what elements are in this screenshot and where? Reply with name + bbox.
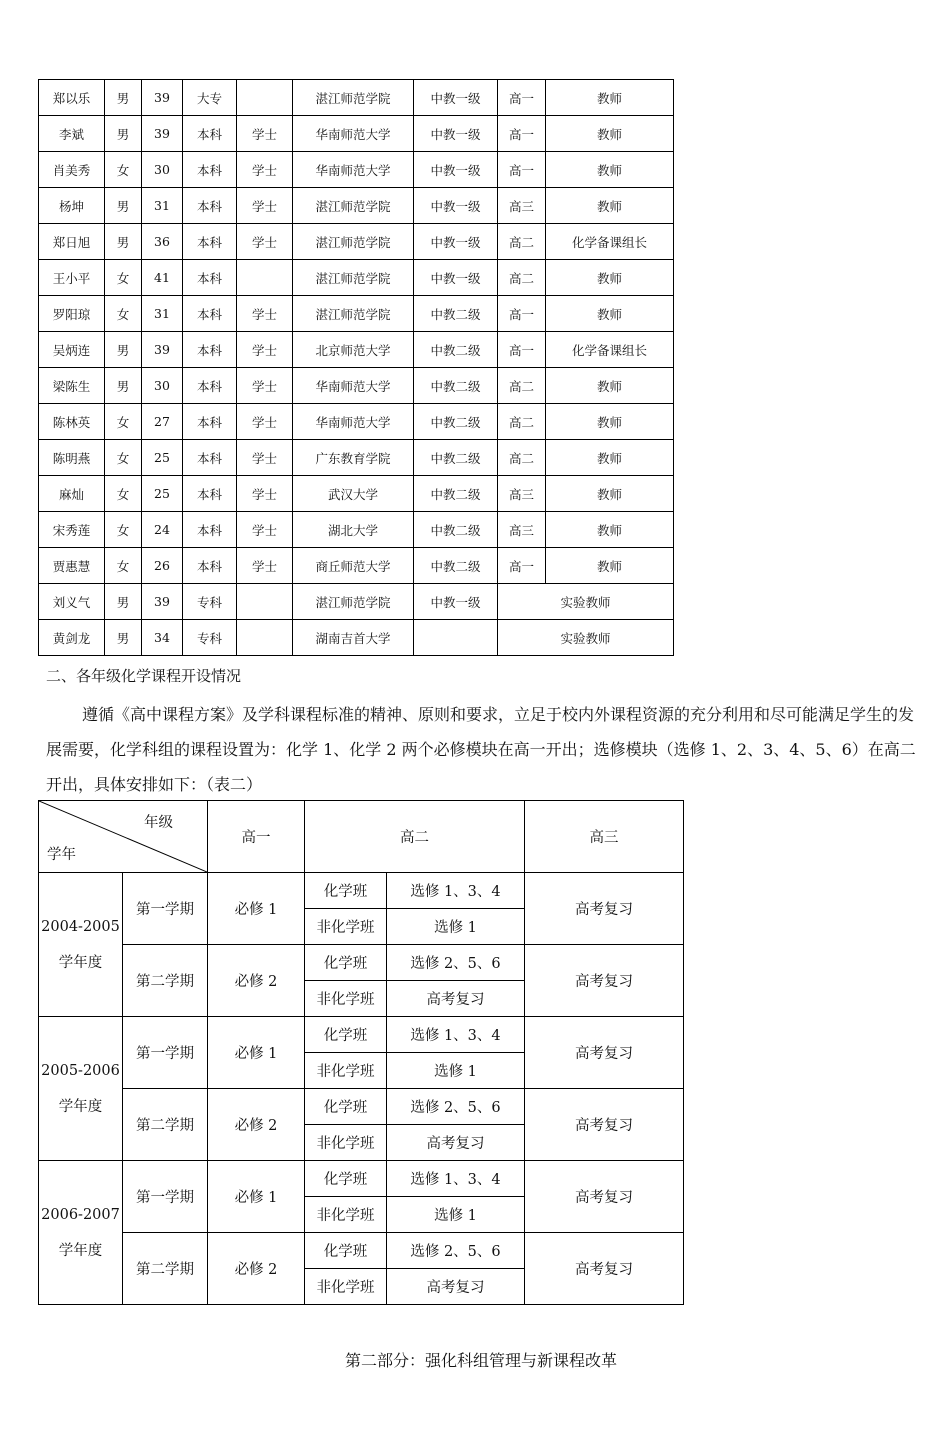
class-type-cell: 非化学班 [305, 1125, 387, 1161]
cell-position: 实验教师 [498, 620, 674, 656]
cell-position: 教师 [546, 116, 674, 152]
cell-age: 25 [142, 440, 183, 476]
grade2-course-cell: 选修 1 [387, 1053, 525, 1089]
cell-title: 中教一级 [414, 584, 498, 620]
cell-grade: 高二 [498, 404, 546, 440]
cell-graduated-school: 湖北大学 [293, 512, 414, 548]
cell-gender: 女 [105, 440, 142, 476]
table-row [39, 1089, 684, 1125]
grade2-course-cell: 选修 1 [387, 909, 525, 945]
cell-position: 教师 [546, 188, 674, 224]
cell-position: 教师 [546, 476, 674, 512]
cell-grade: 高二 [498, 260, 546, 296]
cell-degree: 学士 [237, 296, 293, 332]
cell-education: 本科 [183, 512, 237, 548]
cell-grade: 高一 [498, 116, 546, 152]
cell-position: 教师 [546, 548, 674, 584]
cell-age: 26 [142, 548, 183, 584]
table-row [39, 584, 674, 620]
table-row [39, 224, 674, 260]
cell-age: 39 [142, 80, 183, 116]
cell-education: 本科 [183, 260, 237, 296]
grade3-course-cell: 高考复习 [525, 945, 684, 1017]
cell-education: 本科 [183, 368, 237, 404]
semester-cell: 第一学期 [123, 1017, 208, 1089]
cell-title: 中教二级 [414, 404, 498, 440]
cell-education: 本科 [183, 476, 237, 512]
cell-education: 本科 [183, 224, 237, 260]
semester-cell: 第二学期 [123, 1089, 208, 1161]
cell-graduated-school: 华南师范大学 [293, 116, 414, 152]
cell-education: 大专 [183, 80, 237, 116]
semester-cell: 第二学期 [123, 945, 208, 1017]
cell-position: 化学备课组长 [546, 332, 674, 368]
grade2-course-cell: 选修 1 [387, 1197, 525, 1233]
table-row [39, 620, 674, 656]
class-type-cell: 非化学班 [305, 1053, 387, 1089]
cell-graduated-school: 商丘师范大学 [293, 548, 414, 584]
cell-grade: 高二 [498, 224, 546, 260]
cell-graduated-school: 湛江师范学院 [293, 224, 414, 260]
cell-title: 中教二级 [414, 548, 498, 584]
cell-graduated-school: 湛江师范学院 [293, 296, 414, 332]
table-row [39, 1017, 684, 1053]
table-row [39, 440, 674, 476]
cell-title: 中教二级 [414, 296, 498, 332]
cell-degree [237, 584, 293, 620]
cell-name: 罗阳琼 [39, 296, 105, 332]
part-two-heading: 第二部分：强化科组管理与新课程改革 [344, 1351, 617, 1370]
cell-graduated-school: 湛江师范学院 [293, 584, 414, 620]
cell-name: 梁陈生 [39, 368, 105, 404]
cell-gender: 男 [105, 188, 142, 224]
cell-title: 中教二级 [414, 368, 498, 404]
table-row [39, 332, 674, 368]
academic-year-cell [39, 1161, 123, 1305]
cell-education: 本科 [183, 548, 237, 584]
cell-title [414, 620, 498, 656]
grade1-course-cell: 必修 1 [208, 1161, 305, 1233]
cell-position: 教师 [546, 404, 674, 440]
cell-grade: 高二 [498, 368, 546, 404]
cell-degree: 学士 [237, 512, 293, 548]
cell-degree [237, 80, 293, 116]
semester-cell: 第一学期 [123, 1161, 208, 1233]
academic-year-cell [39, 873, 123, 1017]
cell-gender: 男 [105, 116, 142, 152]
cell-age: 41 [142, 260, 183, 296]
cell-name: 陈明燕 [39, 440, 105, 476]
academic-year-cell [39, 1017, 123, 1161]
cell-graduated-school: 华南师范大学 [293, 368, 414, 404]
cell-education: 本科 [183, 188, 237, 224]
cell-education: 本科 [183, 332, 237, 368]
cell-degree: 学士 [237, 404, 293, 440]
table-row [39, 368, 674, 404]
intro-paragraph: 遵循《高中课程方案》及学科课程标准的精神、原则和要求，立足于校内外课程资源的充分利用和尽可能满足学生的发展需要，化学科组的课程设置为：化学 1、化学 2 两个必修模块在高一开出；选修模块（选修 1、2、3、4、5、6）在高二开出，具体安排如下：（表二） [46, 705, 916, 794]
cell-title: 中教一级 [414, 80, 498, 116]
cell-graduated-school: 湛江师范学院 [293, 188, 414, 224]
academic-year-suffix: 学年度 [58, 1242, 103, 1259]
grade1-course-cell: 必修 1 [208, 1017, 305, 1089]
grade3-course-cell: 高考复习 [525, 873, 684, 945]
class-type-cell: 化学班 [305, 873, 387, 909]
table-row [39, 1161, 684, 1197]
cell-grade: 高一 [498, 152, 546, 188]
cell-grade: 高一 [498, 548, 546, 584]
grade1-course-cell: 必修 2 [208, 945, 305, 1017]
academic-year-range: 2005-2006 [41, 1062, 120, 1079]
cell-degree: 学士 [237, 152, 293, 188]
grade1-course-cell: 必修 1 [208, 873, 305, 945]
grade3-course-cell: 高考复习 [525, 1089, 684, 1161]
cell-title: 中教一级 [414, 260, 498, 296]
cell-degree: 学士 [237, 368, 293, 404]
cell-age: 36 [142, 224, 183, 260]
cell-title: 中教一级 [414, 224, 498, 260]
cell-name: 杨坤 [39, 188, 105, 224]
cell-education: 本科 [183, 296, 237, 332]
cell-gender: 女 [105, 404, 142, 440]
semester-cell: 第二学期 [123, 1233, 208, 1305]
class-type-cell: 非化学班 [305, 1269, 387, 1305]
table-row [39, 476, 674, 512]
cell-degree [237, 620, 293, 656]
grade-header: 高三 [525, 801, 684, 873]
table-row [39, 404, 674, 440]
table-row [39, 548, 674, 584]
cell-age: 30 [142, 368, 183, 404]
cell-gender: 男 [105, 584, 142, 620]
cell-grade: 高一 [498, 332, 546, 368]
cell-graduated-school: 华南师范大学 [293, 152, 414, 188]
cell-title: 中教二级 [414, 332, 498, 368]
cell-name: 贾惠慧 [39, 548, 105, 584]
cell-gender: 男 [105, 224, 142, 260]
cell-degree: 学士 [237, 476, 293, 512]
cell-education: 专科 [183, 620, 237, 656]
cell-position: 教师 [546, 260, 674, 296]
cell-gender: 男 [105, 80, 142, 116]
section-heading: 二、各年级化学课程开设情况 [46, 667, 242, 685]
cell-name: 麻灿 [39, 476, 105, 512]
cell-name: 吴炳连 [39, 332, 105, 368]
cell-age: 25 [142, 476, 183, 512]
cell-title: 中教二级 [414, 512, 498, 548]
academic-year-suffix: 学年度 [58, 954, 103, 971]
cell-age: 39 [142, 116, 183, 152]
grade2-course-cell: 选修 2、5、6 [387, 945, 525, 981]
cell-graduated-school: 武汉大学 [293, 476, 414, 512]
cell-degree [237, 260, 293, 296]
cell-position: 实验教师 [498, 584, 674, 620]
grade1-course-cell: 必修 2 [208, 1233, 305, 1305]
cell-grade: 高一 [498, 80, 546, 116]
cell-grade: 高三 [498, 512, 546, 548]
grade2-course-cell: 高考复习 [387, 1269, 525, 1305]
cell-name: 陈林英 [39, 404, 105, 440]
cell-degree: 学士 [237, 116, 293, 152]
cell-degree: 学士 [237, 548, 293, 584]
class-type-cell: 化学班 [305, 1017, 387, 1053]
cell-gender: 女 [105, 296, 142, 332]
cell-degree: 学士 [237, 188, 293, 224]
class-type-cell: 化学班 [305, 945, 387, 981]
cell-age: 27 [142, 404, 183, 440]
grade2-course-cell: 高考复习 [387, 981, 525, 1017]
cell-grade: 高二 [498, 440, 546, 476]
table-row [39, 188, 674, 224]
semester-cell: 第一学期 [123, 873, 208, 945]
cell-name: 宋秀莲 [39, 512, 105, 548]
grade3-course-cell: 高考复习 [525, 1233, 684, 1305]
cell-age: 39 [142, 332, 183, 368]
grade-header: 高一 [208, 801, 305, 873]
table-row [39, 260, 674, 296]
cell-graduated-school: 广东教育学院 [293, 440, 414, 476]
cell-title: 中教二级 [414, 440, 498, 476]
academic-year-range: 2006-2007 [41, 1206, 120, 1223]
class-type-cell: 化学班 [305, 1089, 387, 1125]
cell-grade: 高三 [498, 188, 546, 224]
cell-name: 王小平 [39, 260, 105, 296]
table-row [39, 512, 674, 548]
grade2-course-cell: 高考复习 [387, 1125, 525, 1161]
cell-degree: 学士 [237, 440, 293, 476]
class-type-cell: 化学班 [305, 1161, 387, 1197]
class-type-cell: 非化学班 [305, 981, 387, 1017]
class-type-cell: 化学班 [305, 1233, 387, 1269]
class-type-cell: 非化学班 [305, 1197, 387, 1233]
cell-title: 中教一级 [414, 116, 498, 152]
cell-gender: 女 [105, 548, 142, 584]
grade3-course-cell: 高考复习 [525, 1017, 684, 1089]
cell-position: 教师 [546, 80, 674, 116]
cell-age: 31 [142, 188, 183, 224]
cell-graduated-school: 北京师范大学 [293, 332, 414, 368]
table-row [39, 116, 674, 152]
diagonal-header-cell [39, 801, 208, 873]
table-row [39, 873, 684, 909]
grade2-course-cell: 选修 2、5、6 [387, 1089, 525, 1125]
cell-position: 教师 [546, 512, 674, 548]
cell-graduated-school: 湛江师范学院 [293, 80, 414, 116]
grade-header: 高二 [305, 801, 525, 873]
grade1-course-cell: 必修 2 [208, 1089, 305, 1161]
academic-year-range: 2004-2005 [41, 918, 120, 935]
academic-year-suffix: 学年度 [58, 1098, 103, 1115]
cell-title: 中教二级 [414, 476, 498, 512]
cell-gender: 男 [105, 332, 142, 368]
cell-name: 李斌 [39, 116, 105, 152]
cell-education: 本科 [183, 404, 237, 440]
cell-graduated-school: 华南师范大学 [293, 404, 414, 440]
grade3-course-cell: 高考复习 [525, 1161, 684, 1233]
staff-table [38, 79, 674, 656]
cell-age: 39 [142, 584, 183, 620]
grade2-course-cell: 选修 1、3、4 [387, 1161, 525, 1197]
cell-education: 本科 [183, 440, 237, 476]
table-row [39, 296, 674, 332]
table-row [39, 80, 674, 116]
cell-position: 教师 [546, 368, 674, 404]
cell-gender: 男 [105, 368, 142, 404]
cell-gender: 男 [105, 620, 142, 656]
cell-graduated-school: 湛江师范学院 [293, 260, 414, 296]
class-type-cell: 非化学班 [305, 909, 387, 945]
cell-position: 教师 [546, 152, 674, 188]
cell-grade: 高一 [498, 296, 546, 332]
cell-education: 专科 [183, 584, 237, 620]
course-schedule-table [38, 800, 684, 1305]
table-row [39, 1233, 684, 1269]
cell-name: 郑日旭 [39, 224, 105, 260]
cell-age: 34 [142, 620, 183, 656]
cell-age: 30 [142, 152, 183, 188]
cell-age: 24 [142, 512, 183, 548]
cell-position: 教师 [546, 440, 674, 476]
grade2-course-cell: 选修 1、3、4 [387, 1017, 525, 1053]
corner-label-grade: 年级 [144, 815, 173, 831]
grade2-course-cell: 选修 1、3、4 [387, 873, 525, 909]
cell-name: 刘义气 [39, 584, 105, 620]
corner-label-year: 学年 [47, 847, 76, 863]
cell-age: 31 [142, 296, 183, 332]
cell-education: 本科 [183, 116, 237, 152]
table-row [39, 945, 684, 981]
cell-name: 郑以乐 [39, 80, 105, 116]
grade2-course-cell: 选修 2、5、6 [387, 1233, 525, 1269]
cell-gender: 女 [105, 260, 142, 296]
cell-gender: 女 [105, 476, 142, 512]
cell-title: 中教一级 [414, 188, 498, 224]
cell-title: 中教一级 [414, 152, 498, 188]
cell-grade: 高三 [498, 476, 546, 512]
cell-degree: 学士 [237, 332, 293, 368]
cell-name: 肖美秀 [39, 152, 105, 188]
cell-graduated-school: 湖南吉首大学 [293, 620, 414, 656]
cell-name: 黄剑龙 [39, 620, 105, 656]
cell-position: 教师 [546, 296, 674, 332]
cell-gender: 女 [105, 152, 142, 188]
table-row [39, 152, 674, 188]
cell-position: 化学备课组长 [546, 224, 674, 260]
cell-gender: 女 [105, 512, 142, 548]
cell-degree: 学士 [237, 224, 293, 260]
cell-education: 本科 [183, 152, 237, 188]
